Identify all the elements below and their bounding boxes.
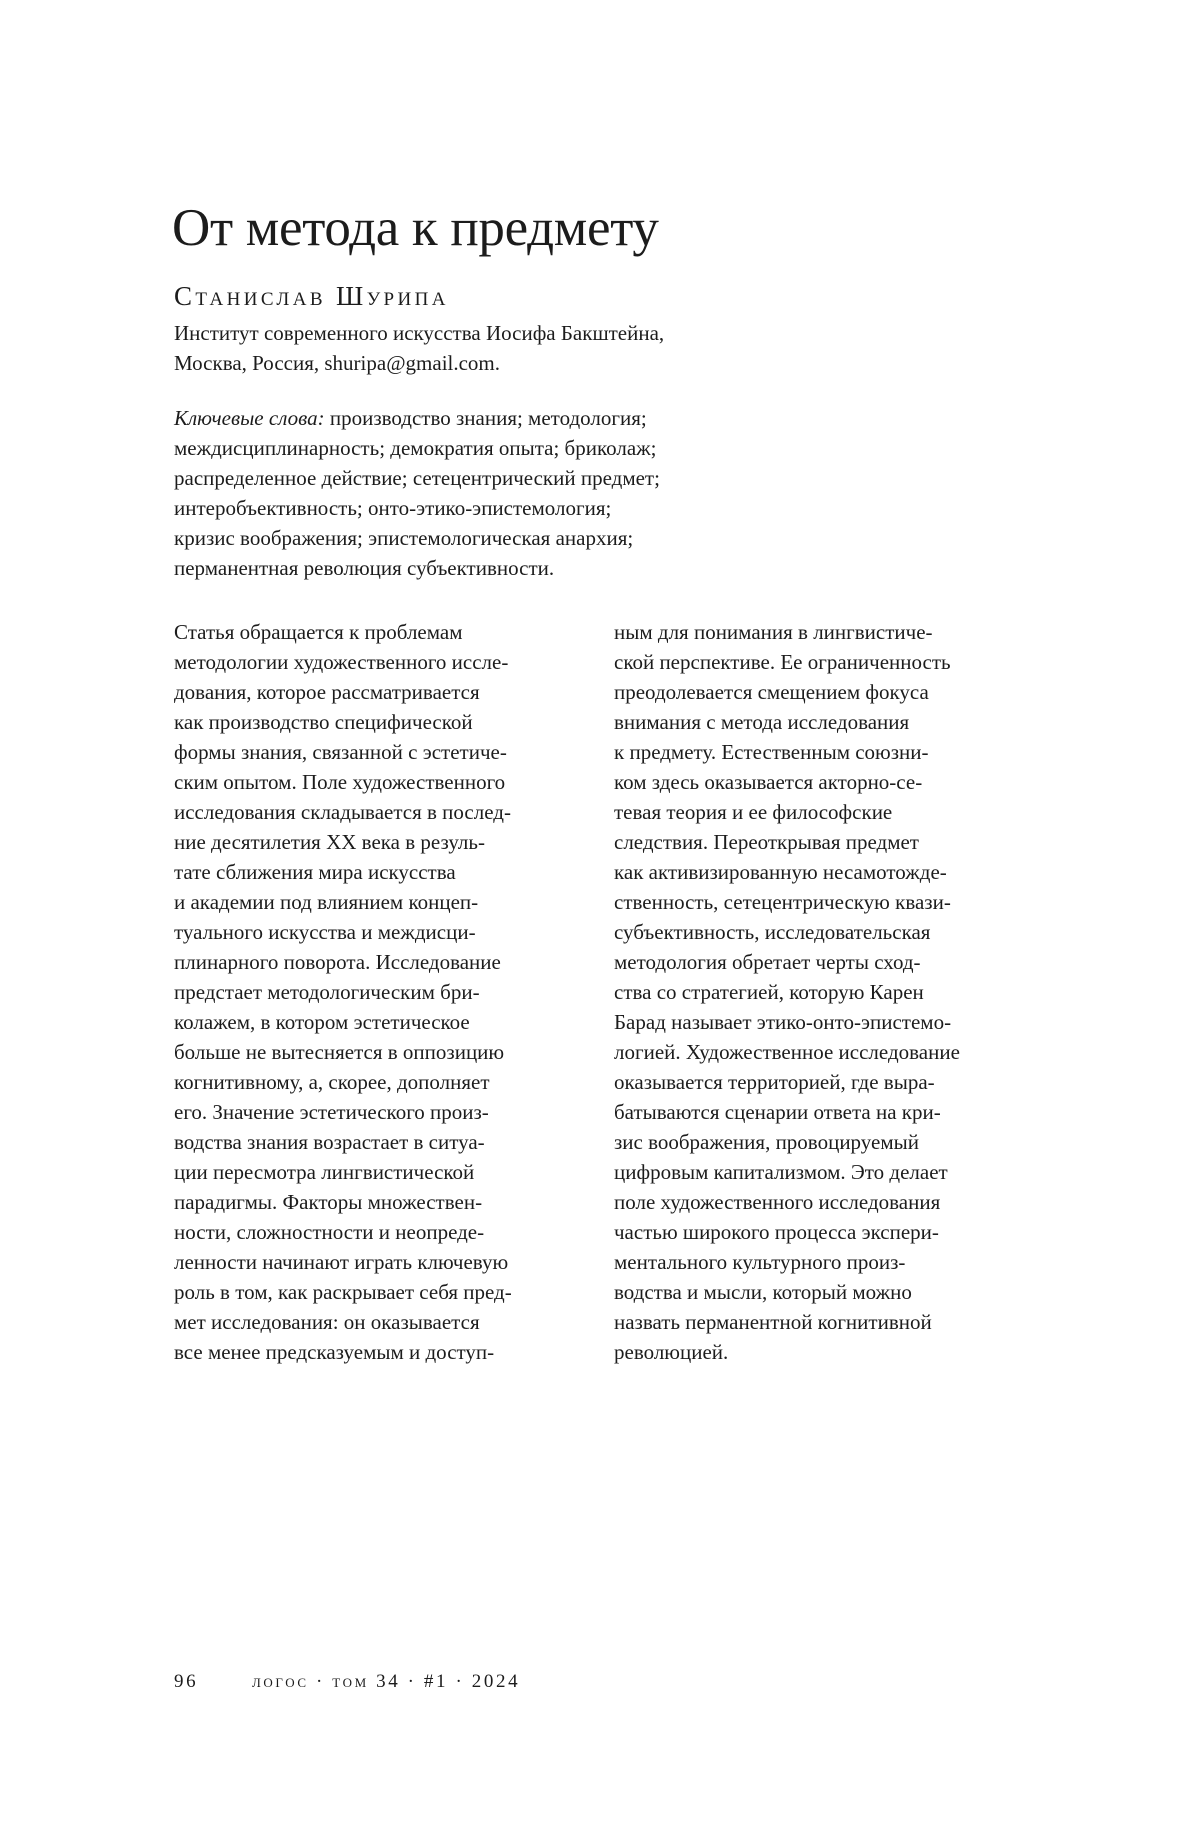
abstract-line: частью широкого процесса экспери-	[614, 1220, 939, 1244]
author-affiliation	[174, 318, 664, 378]
abstract-line: ства со стратегией, которую Карен	[614, 980, 924, 1004]
abstract-line: ным для понимания в лингвистиче-	[614, 620, 933, 644]
keywords-line: интеробъективность; онто-этико-эпистемология;	[174, 496, 612, 520]
abstract-line: следствия. Переоткрывая предмет	[614, 830, 919, 854]
abstract-line: ние десятилетия XX века в резуль-	[174, 830, 485, 854]
abstract-line: революцией.	[614, 1340, 729, 1364]
abstract-line: ции пересмотра лингвистической	[174, 1160, 475, 1184]
journal-running-title: логос · том 34 · #1 · 2024	[252, 1671, 521, 1692]
abstract-line: его. Значение эстетического произ-	[174, 1100, 489, 1124]
abstract-line: туального искусства и междисци-	[174, 920, 476, 944]
abstract-line: мет исследования: он оказывается	[174, 1310, 480, 1334]
keywords-line: распределенное действие; сетецентрический предмет;	[174, 466, 660, 490]
abstract-line: тате сближения мира искусства	[174, 860, 456, 884]
keywords-block	[174, 403, 660, 583]
abstract-line: как активизированную несамотожде-	[614, 860, 947, 884]
abstract-line: тевая теория и ее философские	[614, 800, 893, 824]
abstract-line: ленности начинают играть ключевую	[174, 1250, 509, 1274]
abstract-line: субъективность, исследовательская	[614, 920, 931, 944]
abstract-line: роль в том, как раскрывает себя пред-	[174, 1280, 512, 1304]
page-footer	[174, 1670, 520, 1694]
abstract-line: плинарного поворота. Исследование	[174, 950, 501, 974]
abstract-line: Статья обращается к проблемам	[174, 620, 463, 644]
abstract-line: цифровым капитализмом. Это делает	[614, 1160, 948, 1184]
keywords-line: кризис воображения; эпистемологическая анархия;	[174, 526, 634, 550]
abstract-line: когнитивному, а, скорее, дополняет	[174, 1070, 490, 1094]
abstract-right-column	[614, 617, 1034, 1367]
abstract-line: логией. Художественное исследование	[614, 1040, 960, 1064]
abstract-line: к предмету. Естественным союзни-	[614, 740, 929, 764]
abstract-line: водства и мысли, который можно	[614, 1280, 912, 1304]
page-number: 96	[174, 1671, 199, 1692]
abstract-line: исследования складывается в послед-	[174, 800, 511, 824]
abstract-line: колажем, в котором эстетическое	[174, 1010, 470, 1034]
abstract-line: ственность, сетецентрическую квази-	[614, 890, 951, 914]
abstract-line: внимания с метода исследования	[614, 710, 910, 734]
abstract-line: предстает методологическим бри-	[174, 980, 480, 1004]
abstract-line: оказывается территорией, где выра-	[614, 1070, 935, 1094]
abstract-line: Барад называет этико-онто-эпистемо-	[614, 1010, 952, 1034]
abstract-line: ским опытом. Поле художественного	[174, 770, 506, 794]
abstract-line: методологии художественного иссле-	[174, 650, 509, 674]
abstract-line: батываются сценарии ответа на кри-	[614, 1100, 941, 1124]
abstract-line: назвать перманентной когнитивной	[614, 1310, 932, 1334]
abstract-line: все менее предсказуемым и доступ-	[174, 1340, 495, 1364]
abstract-line: зис воображения, провоцируемый	[614, 1130, 919, 1154]
abstract-line: ком здесь оказывается акторно-се-	[614, 770, 923, 794]
article-title: От метода к предмету	[172, 199, 659, 257]
keywords-label: Ключевые слова:	[174, 406, 325, 430]
abstract-line: формы знания, связанной с эстетиче-	[174, 740, 507, 764]
abstract-line: парадигмы. Факторы множествен-	[174, 1190, 483, 1214]
abstract-line: преодолевается смещением фокуса	[614, 680, 929, 704]
abstract-line: и академии под влиянием концеп-	[174, 890, 479, 914]
keywords-line: перманентная революция субъективности.	[174, 556, 555, 580]
abstract-line: как производство специфической	[174, 710, 473, 734]
abstract-left-column	[174, 617, 592, 1367]
affiliation-line: Институт современного искусства Иосифа Бакштейна,	[174, 321, 665, 345]
abstract-line: методология обретает черты сход-	[614, 950, 921, 974]
abstract-line: дования, которое рассматривается	[174, 680, 480, 704]
abstract-line: ментального культурного произ-	[614, 1250, 906, 1274]
abstract-line: ской перспективе. Ее ограниченность	[614, 650, 951, 674]
keywords-line	[174, 403, 660, 433]
abstract-line: ности, сложностности и неопреде-	[174, 1220, 485, 1244]
abstract-line: больше не вытесняется в оппозицию	[174, 1040, 505, 1064]
author-name: Станислав Шурипа	[174, 281, 449, 311]
affiliation-line: Москва, Россия, shuripa@gmail.com.	[174, 351, 501, 375]
keywords-text: производство знания; методология;	[324, 406, 647, 430]
keywords-line: междисциплинарность; демократия опыта; бриколаж;	[174, 436, 657, 460]
abstract-line: водства знания возрастает в ситуа-	[174, 1130, 485, 1154]
abstract-line: поле художественного исследования	[614, 1190, 941, 1214]
